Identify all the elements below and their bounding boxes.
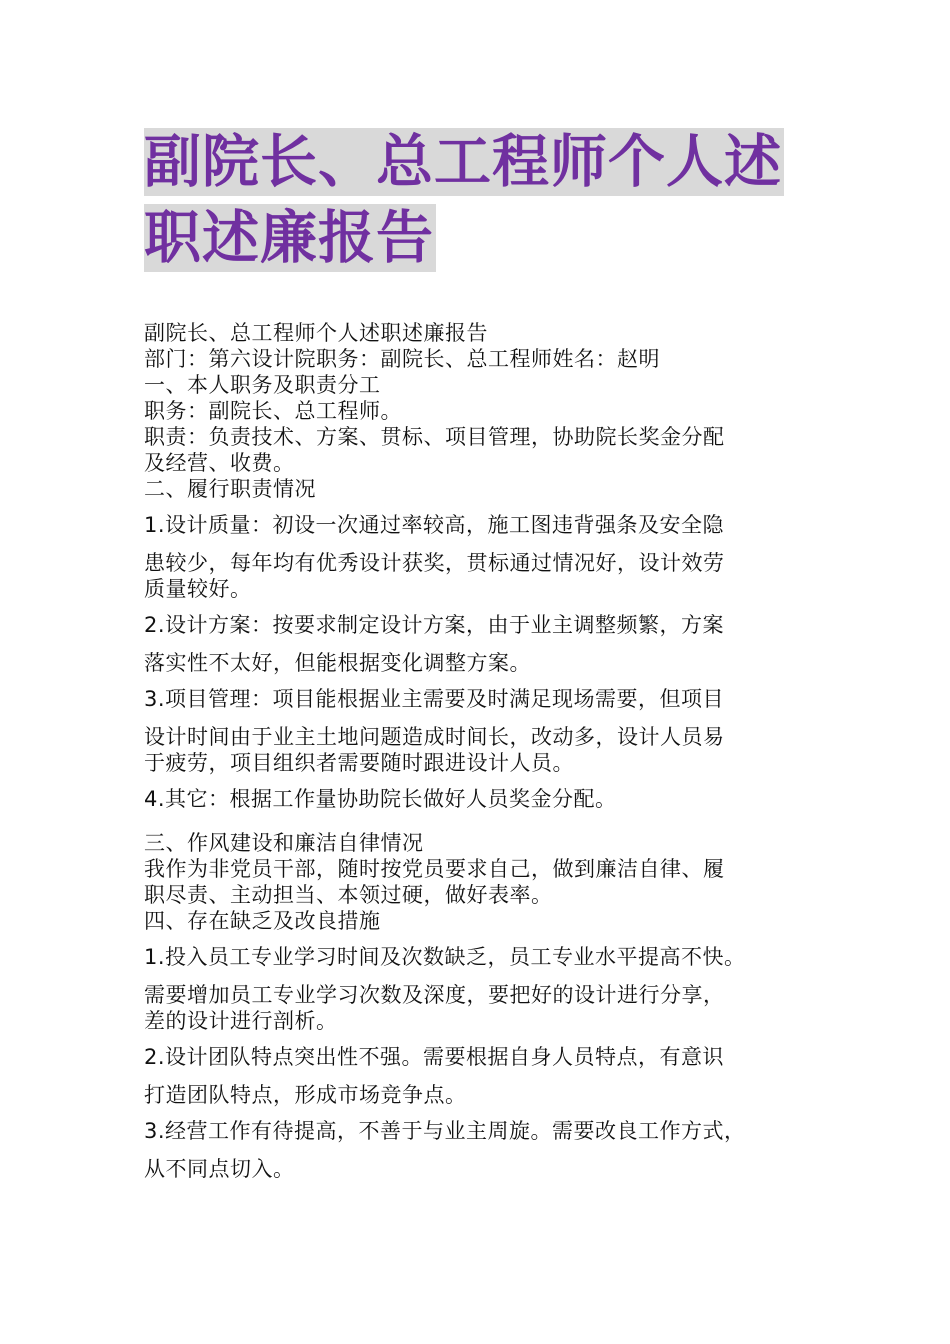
item-line-3: 差的设计进行剖析。 xyxy=(144,1009,338,1033)
item-line-2: 从不同点切入。 xyxy=(144,1157,295,1181)
item-number: 4. xyxy=(144,787,166,811)
section-3-line-1: 我作为非党员干部，随时按党员要求自己，做到廉洁自律、履 xyxy=(144,857,725,881)
title-line-1: 副院长、总工程师个人述 xyxy=(144,129,782,195)
section-4-item-2 xyxy=(144,1044,824,1108)
document-body xyxy=(144,320,824,1182)
section-1-duties-line-2: 及经营、收费。 xyxy=(144,451,295,475)
section-4-item-3 xyxy=(144,1118,824,1182)
item-line-2: 需要增加员工专业学习次数及深度，要把好的设计进行分享， xyxy=(144,983,725,1007)
item-line-1: 设计质量：初设一次通过率较高，施工图违背强条及安全隐 xyxy=(165,513,725,537)
item-line-2: 患较少，每年均有优秀设计获奖，贯标通过情况好，设计效劳 xyxy=(144,551,725,575)
section-1-title: 一、本人职务及职责分工 xyxy=(144,373,381,397)
item-line-1: 投入员工专业学习时间及次数缺乏，员工专业水平提高不快。 xyxy=(165,945,746,969)
section-3-line-2: 职尽责、主动担当、本领过硬，做好表率。 xyxy=(144,883,553,907)
section-2-item-2 xyxy=(144,612,824,676)
title-line-2: 职述廉报告 xyxy=(144,205,434,271)
item-line-1: 设计团队特点突出性不强。需要根据自身人员特点，有意识 xyxy=(165,1045,725,1069)
section-1-position: 职务：副院长、总工程师。 xyxy=(144,399,402,423)
item-line-2: 落实性不太好，但能根据变化调整方案。 xyxy=(144,651,531,675)
item-number: 3. xyxy=(144,687,166,711)
item-line-1: 其它：根据工作量协助院长做好人员奖金分配。 xyxy=(165,787,617,811)
section-2-item-1 xyxy=(144,512,824,602)
section-1-duties-line-1: 职责：负责技术、方案、贯标、项目管理，协助院长奖金分配 xyxy=(144,425,725,449)
report-heading: 副院长、总工程师个人述职述廉报告 xyxy=(144,321,488,345)
section-2-item-4 xyxy=(144,786,824,812)
item-line-3: 质量较好。 xyxy=(144,577,252,601)
item-line-2: 打造团队特点，形成市场竞争点。 xyxy=(144,1083,467,1107)
item-line-2: 设计时间由于业主土地问题造成时间长，改动多，设计人员易 xyxy=(144,725,725,749)
section-2-item-3 xyxy=(144,686,824,776)
section-2-title: 二、履行职责情况 xyxy=(144,477,316,501)
item-number: 1. xyxy=(144,945,166,969)
section-3-title: 三、作风建设和廉洁自律情况 xyxy=(144,831,424,855)
item-number: 2. xyxy=(144,613,166,637)
item-line-1: 项目管理：项目能根据业主需要及时满足现场需要，但项目 xyxy=(165,687,725,711)
item-number: 2. xyxy=(144,1045,166,1069)
report-meta: 部门：第六设计院职务：副院长、总工程师姓名：赵明 xyxy=(144,347,660,371)
section-4-title: 四、存在缺乏及改良措施 xyxy=(144,909,381,933)
item-line-3: 于疲劳，项目组织者需要随时跟进设计人员。 xyxy=(144,751,574,775)
item-line-1: 设计方案：按要求制定设计方案，由于业主调整频繁，方案 xyxy=(165,613,725,637)
item-line-1: 经营工作有待提高，不善于与业主周旋。需要改良工作方式， xyxy=(165,1119,746,1143)
item-number: 1. xyxy=(144,513,166,537)
item-number: 3. xyxy=(144,1119,166,1143)
document-title xyxy=(144,128,824,272)
section-4-item-1 xyxy=(144,944,824,1034)
